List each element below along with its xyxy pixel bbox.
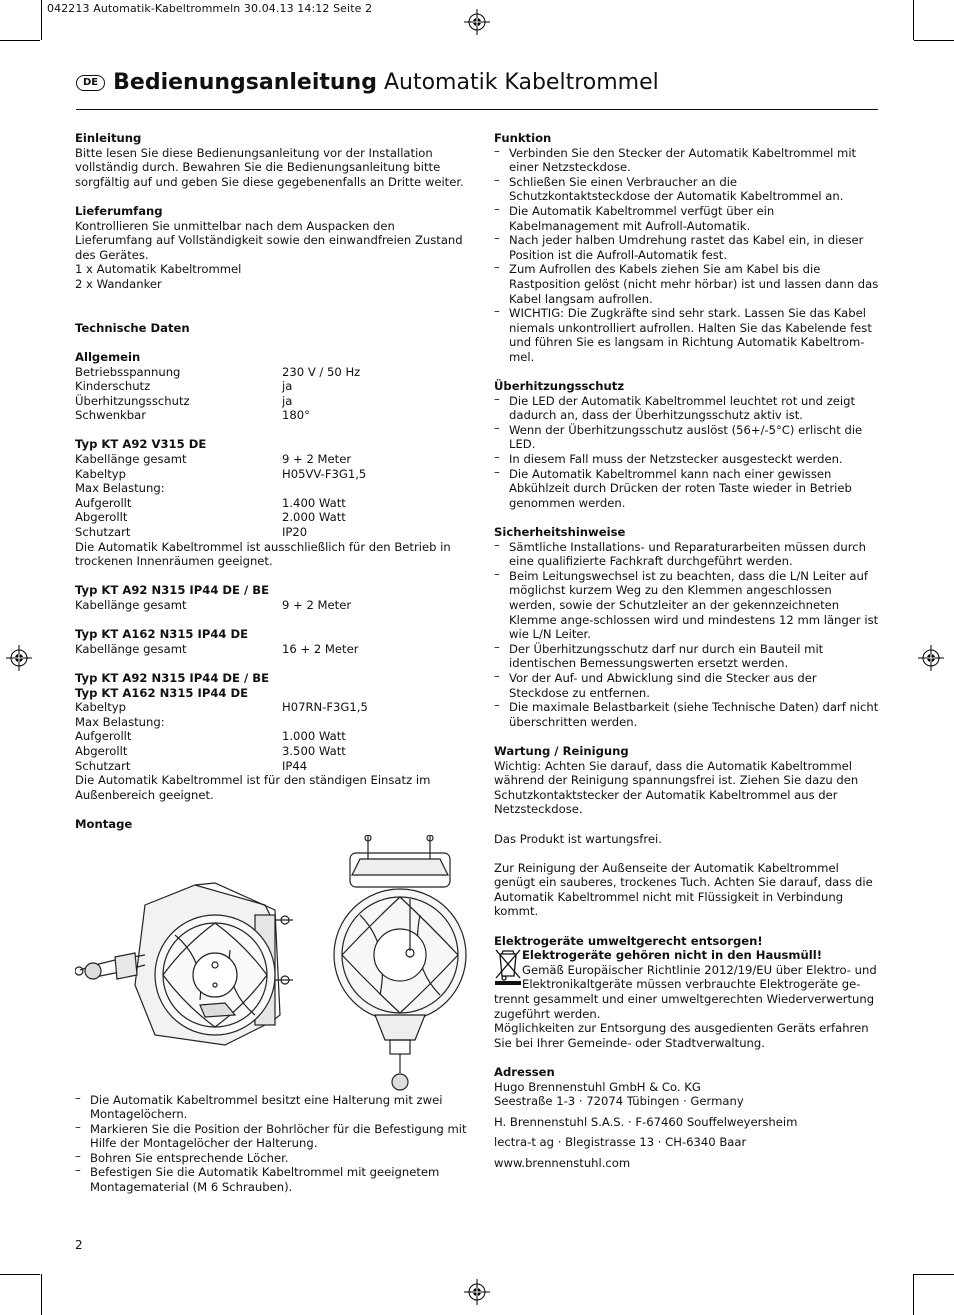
list-item: – Schließen Sie einen Verbraucher an die Schutzkontaktsteckdose der Automatik Kabeltrommel an. xyxy=(494,175,880,204)
spec-row: Schutzart IP44 xyxy=(75,758,308,773)
left-column xyxy=(75,131,470,1195)
list-item: – Die Automatik Kabeltrommel verfügt über ein Kabelmanagement mit Aufroll-Automatik. xyxy=(494,204,880,233)
spec-row: Abgerollt 2.000 Watt xyxy=(75,510,346,525)
title-light: Automatik Kabeltrommel xyxy=(383,70,659,95)
list-item: – In diesem Fall muss der Netzstecker ausgesteckt werden. xyxy=(494,452,880,467)
list-item: – Zum Aufrollen des Kabels ziehen Sie am Kabel bis die Rastposition gelöst (nicht mehr hörbar) ist und lassen dann das Kabel langsam aufrollen. xyxy=(494,262,880,306)
paragraph: Die Automatik Kabeltrommel ist ausschließlich für den Betrieb in trockenen Innenräumen geeignet. xyxy=(75,539,451,569)
section-heading: Typ KT A92 N315 IP44 DE / BE xyxy=(75,583,270,598)
list-item: – Die LED der Automatik Kabeltrommel leuchtet rot und zeigt dadurch an, dass der Überhitzungsschutz aktiv ist. xyxy=(494,394,880,423)
section-heading: Typ KT A162 N315 IP44 DE xyxy=(75,685,249,700)
registration-mark-icon xyxy=(464,9,490,35)
registration-mark-icon xyxy=(464,1279,490,1305)
ueberhitzung-list xyxy=(494,394,880,511)
address-line: Seestraße 1-3 · 72074 Tübingen · Germany xyxy=(494,1094,744,1109)
spec-row: Abgerollt 3.500 Watt xyxy=(75,743,346,758)
spec-row: Kabellänge gesamt 9 + 2 Meter xyxy=(75,598,352,612)
address-line: lectra-t ag · Blegistrasse 13 · CH-6340 Baar xyxy=(494,1135,747,1150)
section-heading: Typ KT A92 N315 IP44 DE / BE xyxy=(75,670,270,685)
list-item: – Die Automatik Kabeltrommel kann nach einer gewissen Abkühlzeit durch Drücken der roten Taste wieder in Betrieb genommen werden. xyxy=(494,467,880,511)
crop-mark xyxy=(41,0,42,40)
montage-figures xyxy=(75,835,470,1093)
list-item: – Nach jeder halben Umdrehung rastet das Kabel ein, in dieser Position ist die Aufroll-Automatik fest. xyxy=(494,233,880,262)
spec-row: Aufgerollt 1.000 Watt xyxy=(75,729,346,744)
list-item: 1 x Automatik Kabeltrommel xyxy=(75,262,242,277)
crop-mark xyxy=(913,1274,914,1315)
section-heading: Überhitzungsschutz xyxy=(494,379,625,394)
section-heading: Typ KT A162 N315 IP44 DE xyxy=(75,627,249,642)
section-heading: Sicherheitshinweise xyxy=(494,525,626,540)
section-heading: Lieferumfang xyxy=(75,203,163,218)
montage-list xyxy=(75,1093,470,1195)
spec-row: Betriebsspannung 230 V / 50 Hz xyxy=(75,364,361,379)
section-heading: Technische Daten xyxy=(75,320,190,335)
list-item: – Sämtliche Installations- und Reparaturarbeiten müssen durch eine qualifizierte Fachkraft durchgeführt werden. xyxy=(494,540,880,569)
address-line: Hugo Brennenstuhl GmbH & Co. KG xyxy=(494,1079,701,1094)
list-item: – Markieren Sie die Position der Bohrlöcher für die Befestigung mit Hilfe der Montagelöcher der Halterung. xyxy=(75,1122,470,1151)
title-rule xyxy=(76,109,878,110)
crop-mark xyxy=(0,40,40,41)
list-item: – Wenn der Überhitzungsschutz auslöst (56+/-5°C) erlischt die LED. xyxy=(494,423,880,452)
list-item: – Die maximale Belastbarkeit (siehe Technische Daten) darf nicht überschritten werden. xyxy=(494,700,880,729)
paragraph: Bitte lesen Sie diese Bedienungsanleitung vor der Installation vollständig durch. Bewahren Sie die Bedienungsanleitung bitte sorgfältig auf und geben Sie diese gegebenenfalls an Dritte weiter. xyxy=(75,145,464,189)
funktion-list xyxy=(494,146,880,365)
section-heading: Elektrogeräte umweltgerecht entsorgen! xyxy=(494,933,763,948)
crossed-bin-icon xyxy=(494,948,522,986)
paragraph: Die Automatik Kabeltrommel ist für den ständigen Einsatz im Außenbereich geeignet. xyxy=(75,773,431,802)
address-line: H. Brennenstuhl S.A.S. · F-67460 Souffelweyersheim xyxy=(494,1114,798,1129)
crop-mark xyxy=(41,1274,42,1315)
list-item: – Bohren Sie entsprechende Löcher. xyxy=(75,1151,470,1166)
list-item: – Befestigen Sie die Automatik Kabeltrommel mit geeignetem Montagematerial (M 6 Schrauben). xyxy=(75,1165,470,1194)
spec-row: Kabeltyp H07RN-F3G1,5 xyxy=(75,700,368,715)
list-item: 2 x Wandanker xyxy=(75,276,162,291)
address-block xyxy=(494,1065,880,1171)
crop-mark xyxy=(914,40,954,41)
page-title xyxy=(76,70,659,95)
list-item: – WICHTIG: Die Zugkräfte sind sehr stark. Lassen Sie das Kabel niemals unkontrolliert aufrollen. Halten Sie das Kabelende fest und führen Sie es langsam in Richtung Automatik Kabeltrom-mel. xyxy=(494,306,880,364)
list-item: – Die Automatik Kabeltrommel besitzt eine Halterung mit zwei Montagelöchern. xyxy=(75,1093,470,1122)
section-heading: Montage xyxy=(75,816,133,831)
section-subheading: Elektrogeräte gehören nicht in den Hausmüll! xyxy=(522,948,822,963)
paragraph: Möglichkeiten zur Entsorgung des ausgedienten Geräts erfahren Sie bei Ihrer Gemeinde- oder Stadtverwaltung. xyxy=(494,1021,869,1050)
right-column xyxy=(494,131,880,1177)
list-item: – Der Überhitzungsschutz darf nur durch ein Bauteil mit identischen Bemessungswerten ersetzt werden. xyxy=(494,642,880,671)
paragraph: Gemäß Europäischer Richtlinie 2012/19/EU über Elektro- und Elektronikaltgeräte müssen verbrauchte Elektrogeräte ge- xyxy=(522,962,877,992)
sicherheit-list xyxy=(494,540,880,730)
paragraph: Wichtig: Achten Sie darauf, dass die Automatik Kabeltrommel während der Reinigung spannungsfrei ist. Ziehen Sie dazu den Schutzkontaktstecker der Automatik Kabeltrommel aus der Netzsteckdose. xyxy=(494,758,859,817)
spec-row: Kabellänge gesamt 9 + 2 Meter xyxy=(75,452,352,467)
list-item: – Beim Leitungswechsel ist zu beachten, dass die L/N Leiter auf möglichst kurzem Weg zu den Klemmen angeschlossen werden, sowie der Schutzleiter an der gekennzeichneten Klemme ange-schlossen wird und mindestens 12 mm länger ist wie L/N Leiter. xyxy=(494,569,880,642)
spec-row: Schutzart IP20 xyxy=(75,525,308,540)
spec-row: Max Belastung: xyxy=(75,714,165,729)
section-heading: Typ KT A92 V315 DE xyxy=(75,437,207,452)
section-heading: Wartung / Reinigung xyxy=(494,743,629,758)
list-item: – Vor der Auf- und Abwicklung sind die Stecker aus der Steckdose zu entfernen. xyxy=(494,671,880,700)
paragraph: Zur Reinigung der Außenseite der Automatik Kabeltrommel genügt ein sauberes, trockenes Tuch. Achten Sie darauf, dass die Automatik Kabeltrommel nicht mit Flüssigkeit in Verbindung kommt. xyxy=(494,860,873,919)
page-number: 2 xyxy=(75,1238,83,1252)
list-item: – Verbinden Sie den Stecker der Automatik Kabeltrommel mit einer Netzsteckdose. xyxy=(494,146,880,175)
spec-row: Aufgerollt 1.400 Watt xyxy=(75,495,346,510)
cable-drum-side-illustration xyxy=(75,865,300,1075)
registration-mark-icon xyxy=(6,645,32,671)
registration-mark-icon xyxy=(918,645,944,671)
paragraph: trennt gesammelt und einer umweltgerechten Wiederverwertung zugeführt werden. xyxy=(494,992,875,1021)
spec-row: Kinderschutz ja xyxy=(75,379,293,394)
crop-mark xyxy=(0,1274,40,1275)
paragraph: Kontrollieren Sie unmittelbar nach dem Auspacken den Lieferumfang auf Vollständigkeit sowie den einwandfreien Zustand des Gerätes. xyxy=(75,218,463,262)
cable-drum-front-illustration xyxy=(330,835,470,1093)
paragraph: Das Produkt ist wartungsfrei. xyxy=(494,831,662,846)
section-heading: Adressen xyxy=(494,1065,555,1079)
crop-mark xyxy=(914,1274,954,1275)
section-heading: Einleitung xyxy=(75,131,142,145)
title-bold: Bedienungsanleitung xyxy=(113,70,377,95)
print-slug: 042213 Automatik-Kabeltrommeln 30.04.13 14:12 Seite 2 xyxy=(47,2,373,15)
weee-block xyxy=(494,948,880,992)
spec-row: Überhitzungsschutz ja xyxy=(75,393,293,408)
language-badge: DE xyxy=(76,75,105,91)
crop-mark xyxy=(913,0,914,40)
section-heading: Funktion xyxy=(494,131,552,145)
spec-row: Schwenkbar 180° xyxy=(75,408,310,423)
section-heading: Allgemein xyxy=(75,349,141,364)
spec-row: Max Belastung: xyxy=(75,481,165,496)
website-link[interactable]: www.brennenstuhl.com xyxy=(494,1155,631,1170)
spec-row: Kabellänge gesamt 16 + 2 Meter xyxy=(75,641,359,656)
spec-row: Kabeltyp H05VV-F3G1,5 xyxy=(75,466,367,481)
